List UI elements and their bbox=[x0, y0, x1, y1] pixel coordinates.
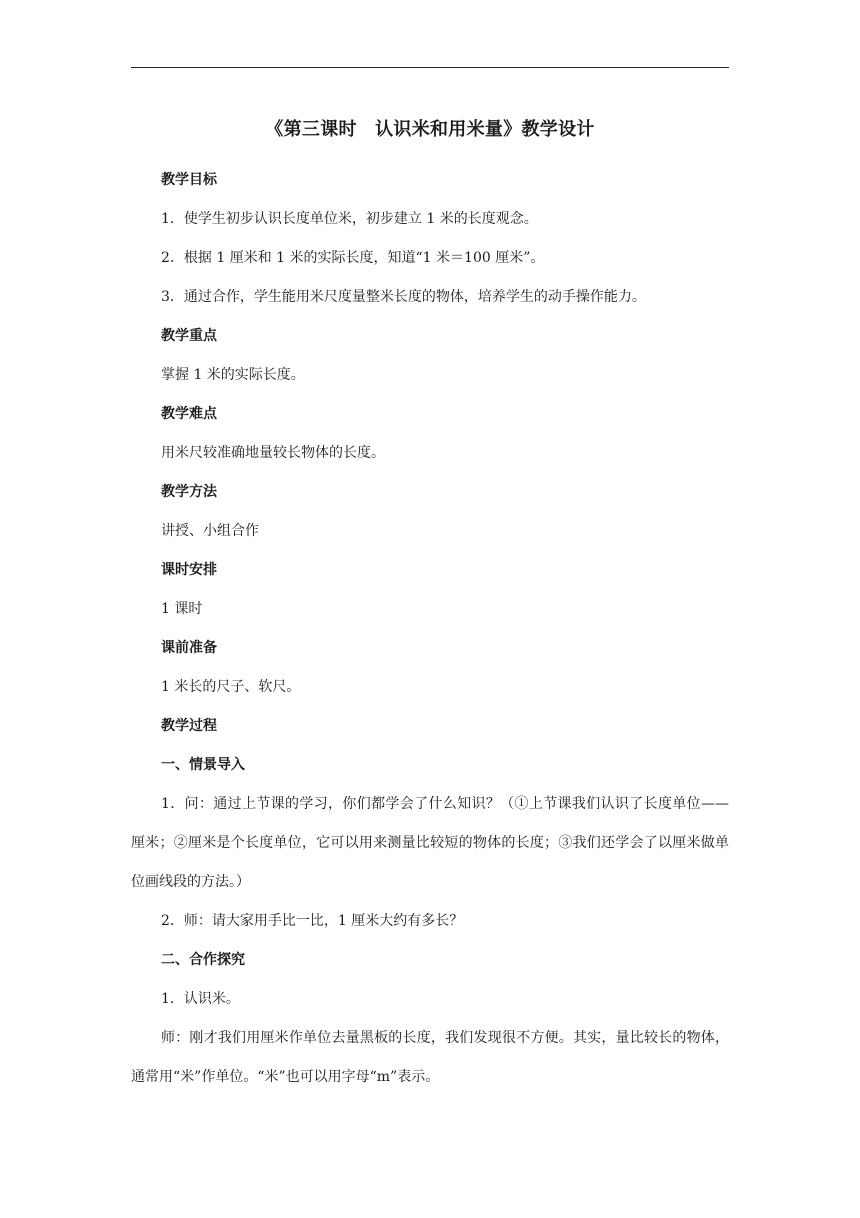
key-points-text: 掌握 1 米的实际长度。 bbox=[161, 367, 305, 383]
methods-text: 讲授、小组合作 bbox=[161, 523, 259, 539]
preparation-text: 1 米长的尺子、软尺。 bbox=[161, 679, 301, 695]
part2-item-1: 1．认识米。 bbox=[161, 991, 240, 1007]
objectives-heading: 教学目标 bbox=[161, 172, 217, 188]
part1-heading: 一、情景导入 bbox=[161, 757, 245, 773]
document-body bbox=[131, 161, 729, 1097]
key-points-heading: 教学重点 bbox=[161, 328, 217, 344]
schedule-text: 1 课时 bbox=[161, 601, 203, 617]
methods-heading: 教学方法 bbox=[161, 484, 217, 500]
part2-paragraph-1: 师：刚才我们用厘米作单位去量黑板的长度，我们发现很不方便。其实，量比较长的物体，通常用“米”作单位。“米”也可以用字母“m”表示。 bbox=[131, 1030, 729, 1085]
difficulties-text: 用米尺较准确地量较长物体的长度。 bbox=[161, 445, 385, 461]
process-heading: 教学过程 bbox=[161, 718, 217, 734]
objective-3: 3．通过合作，学生能用米尺度量整米长度的物体，培养学生的动手操作能力。 bbox=[161, 289, 646, 305]
document-title: 《第三课时 认识米和用米量》教学设计 bbox=[265, 119, 595, 140]
objective-1: 1．使学生初步认识长度单位米，初步建立 1 米的长度观念。 bbox=[161, 211, 538, 227]
part2-heading: 二、合作探究 bbox=[161, 952, 245, 968]
schedule-heading: 课时安排 bbox=[161, 562, 217, 578]
header-rule bbox=[131, 67, 729, 68]
part1-paragraph-1: 1．问：通过上节课的学习，你们都学会了什么知识？（①上节课我们认识了长度单位——厘米；②厘米是个长度单位，它可以用来测量比较短的物体的长度；③我们还学会了以厘米做单位画线段的方法。） bbox=[131, 796, 729, 890]
preparation-heading: 课前准备 bbox=[161, 640, 217, 656]
part1-paragraph-2: 2．师：请大家用手比一比，1 厘米大约有多长？ bbox=[161, 913, 464, 929]
objective-2: 2．根据 1 厘米和 1 米的实际长度，知道“1 米＝100 厘米”。 bbox=[161, 250, 545, 266]
difficulties-heading: 教学难点 bbox=[161, 406, 217, 422]
